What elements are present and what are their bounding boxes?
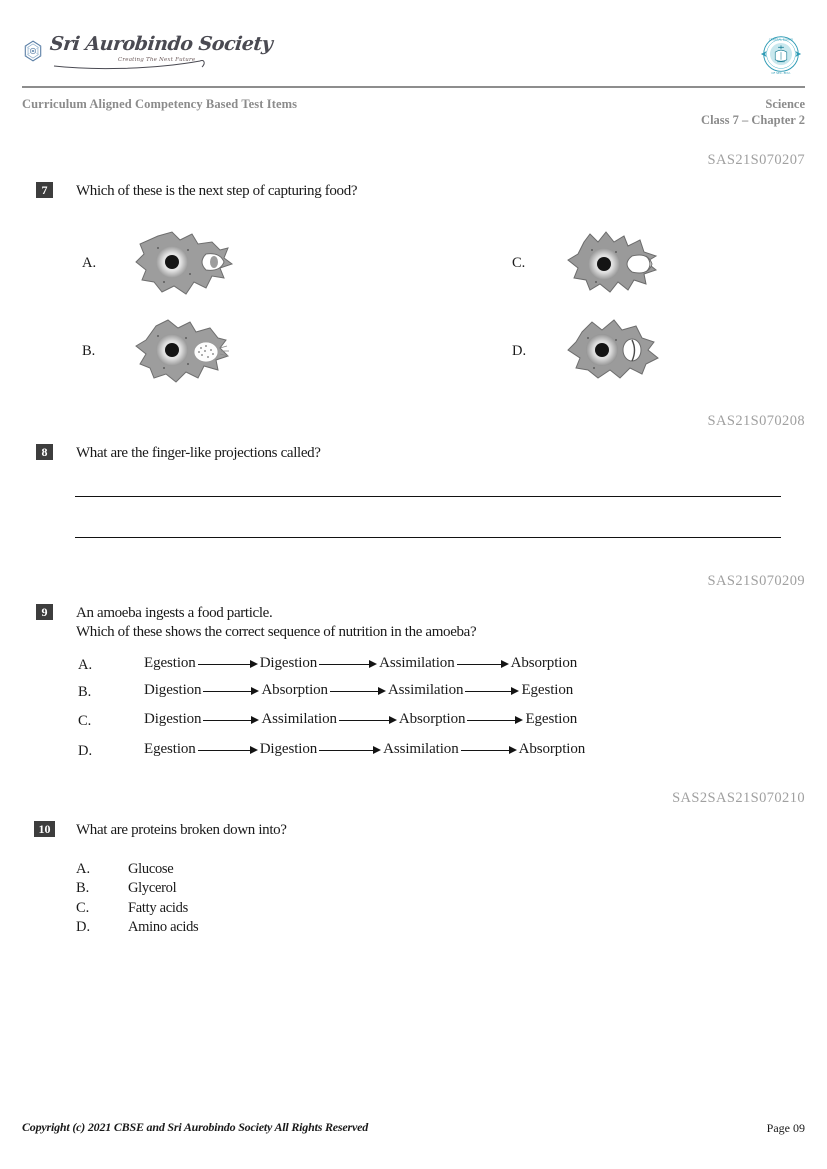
q9-option-c[interactable]: [78, 711, 778, 733]
arrow-right-icon: [198, 659, 258, 669]
document-title: Curriculum Aligned Competency Based Test Items: [22, 97, 298, 111]
svg-text:CENTRAL BOARD: CENTRAL BOARD: [768, 37, 794, 42]
page-number: Page 09: [766, 1121, 805, 1135]
arrow-right-icon: [203, 686, 259, 696]
q9-d-term-1: Egestion: [144, 741, 196, 757]
copyright-notice: Copyright (c) 2021 CBSE and Sri Aurobindo Society All Rights Reserved: [22, 1120, 369, 1134]
question-text-8: What are the finger-like projections called?: [76, 445, 321, 461]
q10-option-label-c: C.: [76, 900, 90, 916]
q9-option-d[interactable]: [78, 741, 778, 763]
question-code-10: SAS2SAS21S070210: [672, 790, 805, 806]
q9-sequence-d: [144, 741, 585, 758]
q7-option-image-d[interactable]: [558, 316, 668, 391]
subject-class-info: [701, 96, 805, 128]
q9-option-a[interactable]: [78, 655, 778, 677]
q9-c-term-2: Assimilation: [261, 711, 337, 727]
q9-b-term-1: Digestion: [144, 682, 202, 698]
q7-option-label-a[interactable]: A.: [82, 255, 97, 271]
q10-option-value-b: Glycerol: [128, 880, 177, 896]
class-chapter-label: Class 7 – Chapter 2: [701, 113, 805, 127]
amoeba-with-enclosed-food-vacuole: [558, 316, 668, 391]
q9-b-term-3: Assimilation: [387, 682, 464, 698]
arrow-right-icon: [319, 659, 377, 669]
arrow-right-icon: [465, 686, 519, 696]
q10-option-value-c: Fatty acids: [128, 900, 188, 916]
q9-a-term-1: Egestion: [144, 655, 196, 671]
page-header: [0, 0, 827, 92]
society-wordmark: Sri Aurobindo Society: [48, 33, 274, 55]
q10-option-c[interactable]: [76, 900, 188, 917]
q10-option-label-d: D.: [76, 919, 91, 935]
arrow-right-icon: [461, 745, 517, 755]
cbse-emblem-icon: [757, 30, 805, 80]
q7-option-image-a[interactable]: [128, 228, 238, 303]
q10-option-value-d: Amino acids: [128, 919, 199, 935]
q9-option-b[interactable]: [78, 682, 778, 704]
question-number-7: 7: [36, 182, 53, 198]
arrow-right-icon: [339, 715, 397, 725]
arrow-right-icon: [203, 715, 259, 725]
sri-aurobindo-society-logo: [22, 33, 274, 75]
question-text-10: What are proteins broken down into?: [76, 822, 287, 838]
q9-a-term-3: Assimilation: [379, 655, 455, 671]
society-emblem-icon: [22, 40, 44, 62]
q9-c-term-1: Digestion: [144, 711, 202, 727]
question-text-9-line1: An amoeba ingests a food particle.: [76, 605, 273, 621]
q7-option-label-b[interactable]: B.: [82, 343, 96, 359]
question-text-9-line2: Which of these shows the correct sequence of nutrition in the amoeba?: [76, 624, 477, 640]
question-text-7: Which of these is the next step of capturing food?: [76, 183, 358, 199]
answer-line-1[interactable]: [75, 496, 781, 497]
question-number-8: 8: [36, 444, 53, 460]
q9-c-term-3: Absorption: [398, 711, 466, 727]
question-code-8: SAS21S070208: [707, 413, 805, 429]
arrow-right-icon: [198, 745, 258, 755]
amoeba-with-open-food-cup: [128, 228, 238, 303]
q10-option-d[interactable]: [76, 919, 198, 936]
society-tagline: Creating The Next Future: [118, 57, 196, 63]
q7-option-image-c[interactable]: [558, 228, 668, 303]
header-divider: [22, 86, 805, 88]
q10-option-label-a: A.: [76, 861, 91, 877]
q9-c-term-4: Egestion: [525, 711, 578, 727]
question-number-9: 9: [36, 604, 53, 620]
q10-option-a[interactable]: [76, 861, 173, 878]
amoeba-with-speckled-food-vacuole: [128, 316, 238, 391]
question-code-9: SAS21S070209: [707, 573, 805, 589]
q7-option-label-c[interactable]: C.: [512, 255, 526, 271]
q9-sequence-c: [144, 711, 577, 728]
q9-option-label-d: D.: [78, 743, 93, 759]
q9-d-term-3: Assimilation: [383, 741, 459, 757]
arrow-right-icon: [319, 745, 381, 755]
q9-option-label-a: A.: [78, 657, 93, 673]
svg-text:OF SEC. EDU.: OF SEC. EDU.: [771, 71, 791, 76]
q9-sequence-b: [144, 682, 573, 699]
subject-label: Science: [765, 97, 805, 111]
q9-sequence-a: [144, 655, 577, 672]
question-number-10: 10: [34, 821, 55, 837]
q9-d-term-4: Absorption: [518, 741, 586, 757]
q9-a-term-2: Digestion: [259, 655, 318, 671]
answer-line-2[interactable]: [75, 537, 781, 538]
q9-b-term-4: Egestion: [521, 682, 574, 698]
arrow-right-icon: [330, 686, 386, 696]
q10-option-value-a: Glucose: [128, 861, 174, 877]
q9-a-term-4: Absorption: [510, 655, 578, 671]
q9-b-term-2: Absorption: [261, 682, 328, 698]
q7-option-image-b[interactable]: [128, 316, 238, 391]
amoeba-with-engulfing-pseudopods: [558, 228, 668, 303]
arrow-right-icon: [457, 659, 509, 669]
q9-option-label-b: B.: [78, 684, 92, 700]
q9-option-label-c: C.: [78, 713, 92, 729]
q9-d-term-2: Digestion: [259, 741, 318, 757]
arrow-right-icon: [467, 715, 523, 725]
question-code-7: SAS21S070207: [707, 152, 805, 168]
q7-option-label-d[interactable]: D.: [512, 343, 527, 359]
q10-option-b[interactable]: [76, 880, 176, 897]
q10-option-label-b: B.: [76, 880, 90, 896]
